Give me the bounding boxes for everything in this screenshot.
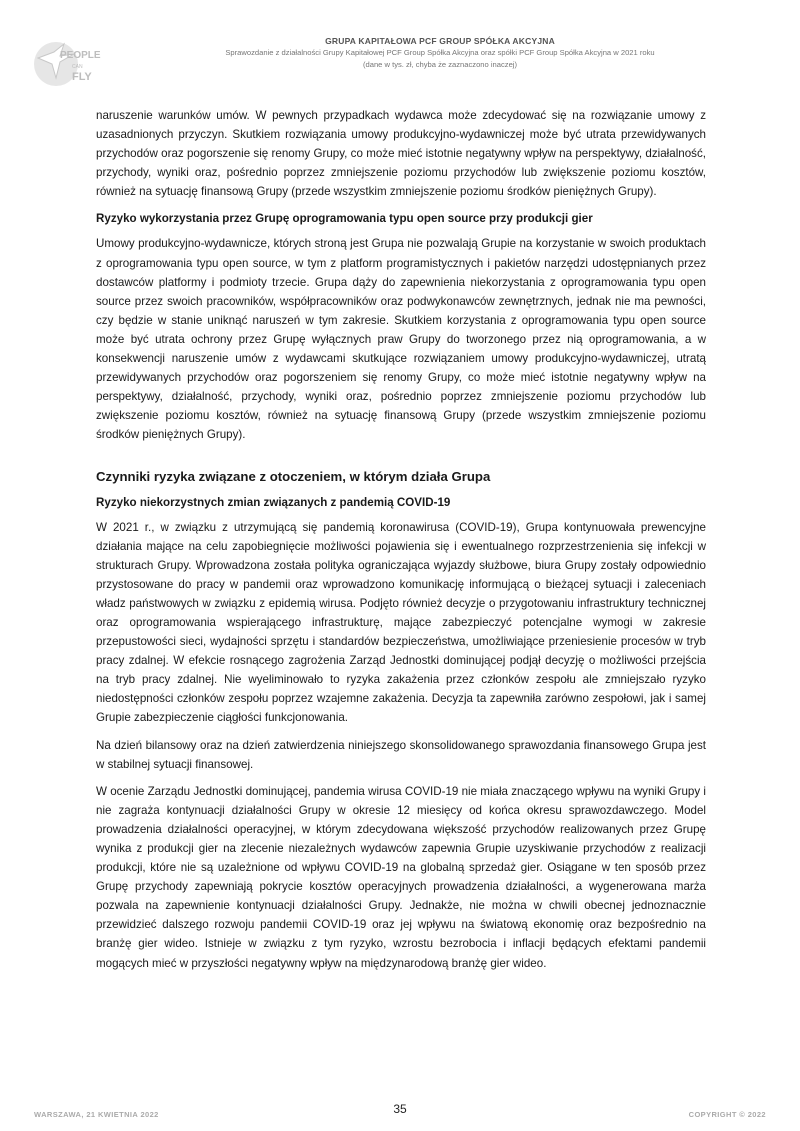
footer-copyright: COPYRIGHT © 2022 — [688, 1110, 766, 1119]
paragraph-covid-actions: W 2021 r., w związku z utrzymującą się pandemią koronawirusa (COVID-19), Grupa kontynuowała prewencyjne działania mające na celu zapobiegnięcie możliwości pojawienia się i ewentualnego rozprzestrzenienia się infekcji w strukturach Grupy. Wprowadzona została polityka ograniczająca wyjazdy służbowe, biura Grupy zostały odpowiednio przystosowane do pracy w pandemii oraz wprowadzono komunikację informującą o bieżącej sytuacji i zaleceniach władz państwowych w związku z epidemią wirusa. Podjęto również decyzje o przygotowaniu infrastruktury technicznej oraz oprogramowania wspierającego infrastrukturę, mające zabezpieczyć potencjalne wymogi w zakresie przepustowości sieci, wydajności sprzętu i standardów bezpieczeństwa, umożliwiające przeniesienie procesów w tryb pracy zdalnej. W efekcie rosnącego zagrożenia Zarząd Jednostki dominującej podjął decyzję o możliwości przejścia na tryb pracy zdalnej. Nie wyeliminowało to ryzyka zakażenia przez członków zespołu ale zmniejszało ryzyko niedostępności członków zespołu poprzez wzajemne zakażenia. Decyzja ta zapewniła zarówno zespołowi, jak i samej Grupie zabezpieczenie ciągłości funkcjonowania. — [96, 520, 706, 725]
paragraph-financial-situation: Na dzień bilansowy oraz na dzień zatwierdzenia niniejszego skonsolidowanego sprawozdania finansowego Grupa jest w stabilnej sytuacji finansowej. — [96, 738, 706, 771]
header-subtitle: Sprawozdanie z działalności Grupy Kapitałowej PCF Group Spółka Akcyjna oraz spółki PCF Group Spółka Akcyjna w 2021 roku — [225, 48, 655, 57]
paragraph-covid-impact: W ocenie Zarządu Jednostki dominującej, pandemia wirusa COVID-19 nie miała znaczącego wpływu na wyniki Grupy i nie zagraża kontynuacji działalności Grupy w okresie 12 miesięcy od końca okresu sprawozdawczego. Model prowadzenia działalności operacyjnej, w którym zdecydowana większość przychodów realizowanych przez Grupę wynika z produkcji gier na zlecenie niezależnych wydawców zapewnia Grupie uzyskiwanie przychodów z realizacji produkcji, które nie są uzależnione od wpływu COVID-19 na globalną sprzedaż gier. Osiągane w ten sposób przez Grupę przychody zapewniają pokrycie kosztów operacyjnych prowadzenia działalności, a wygenerowana marża pozwala na zapewnienie kontynuacji działalności Grupy. Jednakże, nie można w chwili obecnej jednoznacznie przewidzieć dalszego rozwoju pandemii COVID-19 oraz jej wpływu na światową ekonomię oraz bezpośrednio na branżę gier wideo. Istnieje w związku z tym ryzyko, wzrostu bezrobocia i inflacji będących efektami pandemii mogących mieć w przyszłości negatywny wpływ na międzynarodową branżę gier wideo. — [96, 784, 706, 970]
paragraph-open-source: Umowy produkcyjno-wydawnicze, których stroną jest Grupa nie pozwalają Grupie na korzystanie w swoich produktach z oprogramowania typu open source, w tym z platform programistycznych i pakietów narzędzi udostępnianych przez dostawców platformy i podmioty trzecie. Grupa dąży do zapewnienia niekorzystania z oprogramowania typu open source przez swoich pracowników, współpracowników oraz podwykonawców zewnętrznych, jednak nie ma pewności, czy będzie w stanie uniknąć naruszeń w tym zakresie. Skutkiem korzystania z oprogramowania typu open source może być utrata ochrony przez Grupę wyłącznych praw Grupy do tworzonego przez nią oprogramowania, a w konsekwencji naruszenie umów z wydawcami skutkujące rozwiązaniem umowy produkcyjno-wydawniczej, utratą przewidywanych przychodów oraz pogorszeniem się renomy Grupy, co może mieć istotnie negatywny wpływ na perspektywy, działalność, przychody, wyniki oraz, pośrednio poprzez zmniejszenie poziomu przychodów lub zwiększenie poziomu kosztów, również na sytuację finansową Grupy (przede wszystkim zmniejszenie poziomu środków pieniężnych Grupy). — [96, 237, 706, 442]
page-header — [0, 36, 800, 96]
people-can-fly-logo — [30, 38, 101, 90]
document-body — [96, 106, 706, 981]
logo-word-fly: FLY — [72, 71, 92, 83]
header-note: (dane w tys. zł, chyba że zaznaczono inaczej) — [362, 60, 518, 69]
page-number: 35 — [393, 1102, 407, 1116]
header-title: GRUPA KAPITAŁOWA PCF GROUP SPÓŁKA AKCYJNA — [325, 36, 555, 46]
footer-date: WARSZAWA, 21 KWIETNIA 2022 — [34, 1110, 159, 1119]
logo-word-can: CAN — [72, 64, 83, 70]
logo-word-people: PEOPLE — [60, 50, 101, 61]
risk-heading-covid: Ryzyko niekorzystnych zmian związanych z pandemią COVID-19 — [96, 495, 451, 509]
section-heading-environment: Czynniki ryzyka związane z otoczeniem, w którym działa Grupa — [96, 468, 491, 484]
header-text — [110, 36, 770, 70]
page-footer — [0, 1102, 800, 1122]
risk-heading-open-source: Ryzyko wykorzystania przez Grupę oprogramowania typu open source przy produkcji gier — [96, 212, 593, 226]
paragraph-contract-termination: naruszenie warunków umów. W pewnych przypadkach wydawca może zdecydować się na rozwiązanie umowy z uzasadnionych przyczyn. Skutkiem rozwiązania umowy produkcyjno-wydawniczej może być utrata przewidywanych przychodów oraz pogorszenie się renomy Grupy, co może mieć istotnie negatywny wpływ na perspektywy, działalność, przychody, wyniki oraz, pośrednio poprzez zmniejszenie poziomu przychodów lub zwiększenie poziomu kosztów, również na sytuację finansową Grupy (przede wszystkim zmniejszenie poziomu środków pieniężnych Grupy). — [96, 109, 706, 199]
